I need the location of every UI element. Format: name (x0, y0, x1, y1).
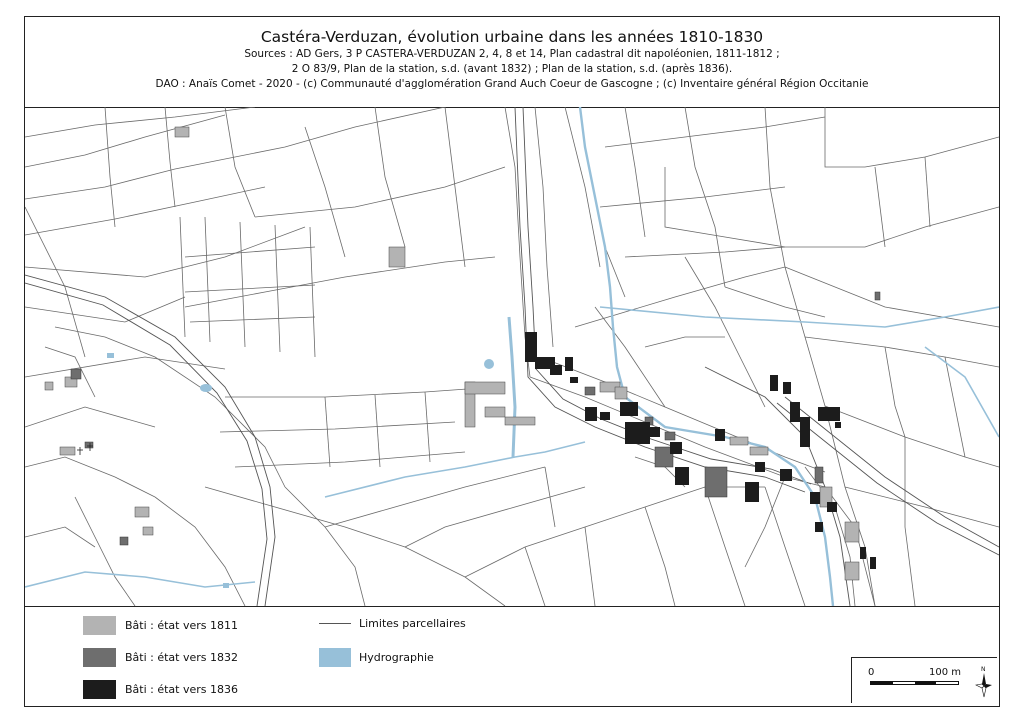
legend-label-1832: Bâti : état vers 1832 (125, 651, 239, 664)
credits-line: DAO : Anaïs Comet - 2020 - (c) Communauté d'agglomération Grand Auch Coeur de Gascogne ; (c) Inventaire général Région Occitanie (155, 78, 869, 90)
buildings-1832 (71, 292, 880, 545)
map-header (25, 17, 999, 108)
legend-swatch-1811 (83, 616, 116, 635)
legend-item-1811 (83, 616, 238, 635)
map-sheet (24, 16, 1000, 707)
scale-bar (851, 657, 997, 703)
legend-swatch-1836 (83, 680, 116, 699)
legend-label-1811: Bâti : état vers 1811 (125, 619, 239, 632)
scale-end-label: 100 m (929, 667, 962, 678)
legend-label-1836: Bâti : état vers 1836 (125, 683, 239, 696)
buildings-1811 (45, 127, 859, 580)
legend-label-limites: Limites parcellaires (359, 617, 466, 630)
legend-swatch-hydro (319, 648, 351, 667)
legend-label-hydro: Hydrographie (359, 651, 434, 664)
legend-swatch-1832 (83, 648, 116, 667)
sources-line-1: Sources : AD Gers, 3 P CASTERA-VERDUZAN 2, 4, 8 et 14, Plan cadastral dit napoléonien, 1811-1812 ; (244, 48, 780, 60)
scale-start-label: 0 (868, 667, 875, 678)
legend-item-1832 (83, 648, 238, 667)
legend-item-hydro (319, 648, 434, 667)
legend-item-1836 (83, 680, 238, 699)
sources-line-2: 2 O 83/9, Plan de la station, s.d. (avant 1832) ; Plan de la station, s.d. (après 1836). (291, 63, 733, 75)
ponds (107, 353, 494, 588)
legend-item-limites (319, 617, 466, 630)
legend-swatch-limites (319, 623, 351, 624)
north-arrow-icon (974, 664, 994, 698)
cadastral-map (25, 107, 999, 607)
scale-bar-graphic (870, 681, 959, 685)
north-label: N (981, 666, 986, 673)
map-legend (25, 607, 999, 706)
map-title: Castéra-Verduzan, évolution urbaine dans les années 1810-1830 (260, 28, 764, 46)
